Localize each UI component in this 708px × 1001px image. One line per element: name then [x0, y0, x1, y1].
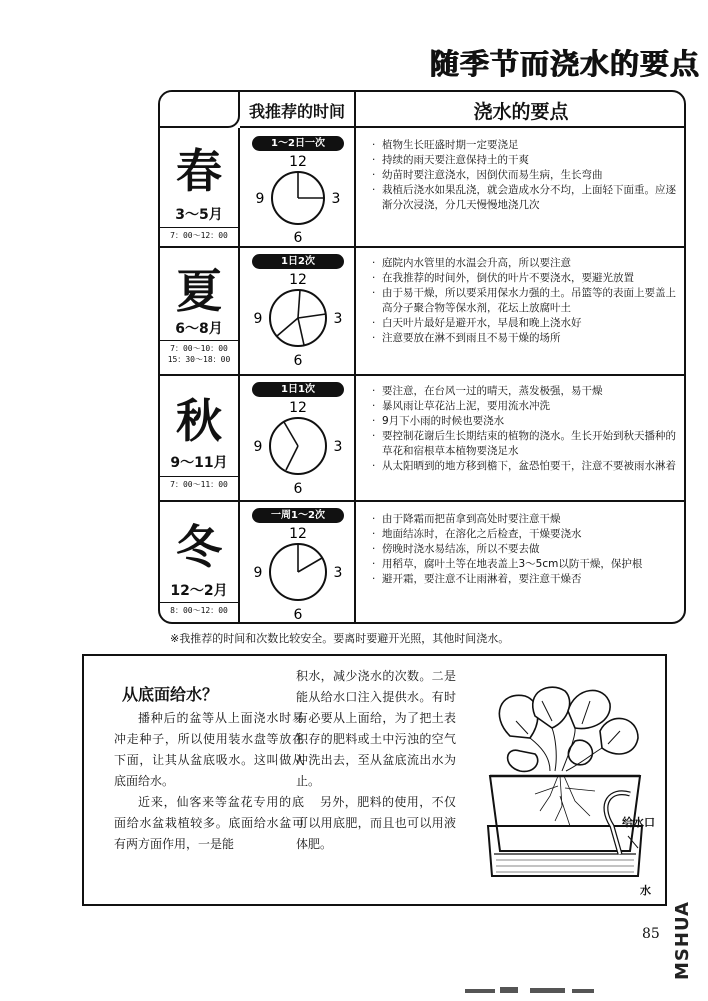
note-item: · 要控制花谢后生长期结束的植物的浇水。生长开始到秋天播种的草花和宿根草本植物要浇足水 — [372, 429, 684, 459]
season-name: 春 — [176, 144, 222, 198]
clock-label: 3 — [333, 311, 343, 327]
frequency-badge: 1日2次 — [252, 254, 344, 269]
season-cell — [160, 248, 240, 374]
paragraph: 另外，肥料的使用，不仅可以用底肥，而且也可以用液体肥。 — [296, 795, 456, 851]
season-row-summer — [160, 246, 686, 374]
clock-cell — [240, 502, 356, 624]
season-time: 8：00～12：00 — [160, 602, 238, 616]
clock-icon — [246, 522, 350, 622]
note-item: · 暴风雨让草花沾上泥，要用流水冲洗 — [372, 399, 684, 414]
season-time: 7：00～12：00 — [160, 227, 238, 241]
clock-label: 6 — [293, 607, 303, 622]
note-item: · 植物生长旺盛时期一定要浇足 — [372, 138, 684, 153]
clock-label: 3 — [333, 565, 343, 581]
season-name: 秋 — [176, 394, 222, 448]
season-months: 6～8月 — [175, 321, 223, 337]
header-watering-points: 浇水的要点 — [473, 100, 569, 123]
paragraph: 播种后的盆等从上面浇水时易冲走种子，所以使用装水盘等放在下面，让其从盆底吸水。这叫做从底面给水。 — [114, 711, 304, 788]
season-row-autumn — [160, 374, 686, 500]
clock-icon — [246, 396, 350, 496]
note-item: · 持续的雨天要注意保持土的干爽 — [372, 153, 684, 168]
box-column-1 — [114, 708, 304, 855]
clock-cell — [240, 128, 356, 246]
water-label: 水 — [640, 884, 651, 897]
clock-cell — [240, 376, 356, 500]
note-item: · 幼苗时要注意浇水，因倒伏而易生病，生长弯曲 — [372, 168, 684, 183]
note-item: · 由于降霜而把苗拿到高处时要注意干燥 — [372, 512, 684, 527]
season-time: 7：00～10：00 15：30～18：00 — [160, 340, 238, 365]
season-time: 7：00～11：00 — [160, 476, 238, 490]
clock-label: 12 — [289, 400, 307, 416]
clock-cell — [240, 248, 356, 374]
frequency-badge: 1～2日一次 — [252, 136, 344, 151]
note-item: · 在我推荐的时间外，倒伏的叶片不要浇水，要避光放置 — [372, 271, 684, 286]
clock-label: 6 — [293, 353, 303, 368]
note-item: · 地面结冻时，在溶化之后检查，干燥要浇水 — [372, 527, 684, 542]
season-cell — [160, 128, 240, 246]
season-cell — [160, 376, 240, 500]
season-name: 冬 — [176, 520, 222, 574]
inlet-label: 给水口 — [622, 816, 655, 829]
clock-label: 12 — [289, 154, 307, 170]
frequency-badge: 一周1～2次 — [252, 508, 344, 523]
self-watering-pot-illustration — [480, 676, 650, 881]
season-row-winter — [160, 500, 686, 624]
note-item: · 白天叶片最好是避开水，早晨和晚上浇水好 — [372, 316, 684, 331]
clock-label: 6 — [293, 230, 303, 244]
note-item: · 由于易干燥，所以要采用保水力强的土。吊篮等的表面上要盖上高分子聚合物等保水剂，花坛上放腐叶土 — [372, 286, 684, 316]
watering-table — [158, 90, 686, 624]
note-item: · 要注意，在台风一过的晴天，蒸发极强，易干燥 — [372, 384, 684, 399]
sidebar-box — [82, 654, 667, 906]
notes-list — [372, 512, 684, 587]
clock-icon — [246, 148, 350, 244]
notes-list — [372, 138, 684, 213]
notes-list — [372, 384, 684, 474]
clock-label: 3 — [331, 191, 341, 207]
note-item: · 注意要放在淋不到雨且不易干燥的场所 — [372, 331, 684, 346]
clock-icon — [246, 268, 350, 368]
header-recommended-time: 我推荐的时间 — [240, 92, 356, 128]
note-item: · 从太阳晒到的地方移到檐下，盆恐怕要干，注意不要被雨水淋着 — [372, 459, 684, 474]
clock-label: 6 — [293, 481, 303, 496]
clock-label: 12 — [289, 526, 307, 542]
page-number: 85 — [642, 926, 660, 942]
page-title: 随季节而浇水的要点 — [429, 47, 700, 81]
note-item: · 栽植后浇水如果乱浇，就会造成水分不均，上面轻下面重。应逐渐分次浸浇，分几天慢慢地浇几次 — [372, 183, 684, 213]
clock-label: 9 — [255, 191, 265, 207]
season-months: 3～5月 — [175, 207, 223, 223]
notes-list — [372, 256, 684, 346]
note-item: · 避开霜，要注意不让雨淋着，要注意干燥否 — [372, 572, 684, 587]
season-row-spring — [160, 128, 686, 246]
paragraph: 近来，仙客来等盆花专用的底面给水盆栽植较多。底面给水盆可有两方面作用，一是能 — [114, 795, 304, 851]
season-months: 12～2月 — [170, 583, 228, 599]
note-item: · 9月下小雨的时候也要浇水 — [372, 414, 684, 429]
season-cell — [160, 502, 240, 624]
paragraph: 积水，减少浇水的次数。二是能从给水口注入提供水。有时有必要从上面给，为了把土表积存的肥料或土中污浊的空气冲洗出去，至从盆底流出水为止。 — [296, 669, 456, 788]
clock-label: 12 — [289, 272, 307, 288]
season-name: 夏 — [176, 264, 222, 318]
table-footnote: ※我推荐的时间和次数比较安全。要离时要避开光照，其他时间浇水。 — [170, 632, 510, 645]
note-item: · 用稻草，腐叶土等在地表盖上3～5cm以防干燥，保护根 — [372, 557, 684, 572]
clock-label: 9 — [253, 311, 263, 327]
clock-label: 9 — [253, 439, 263, 455]
clock-label: 3 — [333, 439, 343, 455]
scan-smudge — [460, 985, 610, 997]
side-watermark: MSHUA — [672, 901, 693, 980]
box-column-2 — [296, 666, 456, 855]
clock-label: 9 — [253, 565, 263, 581]
season-months: 9～11月 — [170, 455, 228, 471]
frequency-badge: 1日1次 — [252, 382, 344, 397]
note-item: · 庭院内水管里的水温会升高，所以要注意 — [372, 256, 684, 271]
note-item: · 傍晚时浇水易结冻，所以不要去做 — [372, 542, 684, 557]
box-title: 从底面给水？ — [122, 685, 219, 704]
header-corner — [160, 92, 240, 128]
